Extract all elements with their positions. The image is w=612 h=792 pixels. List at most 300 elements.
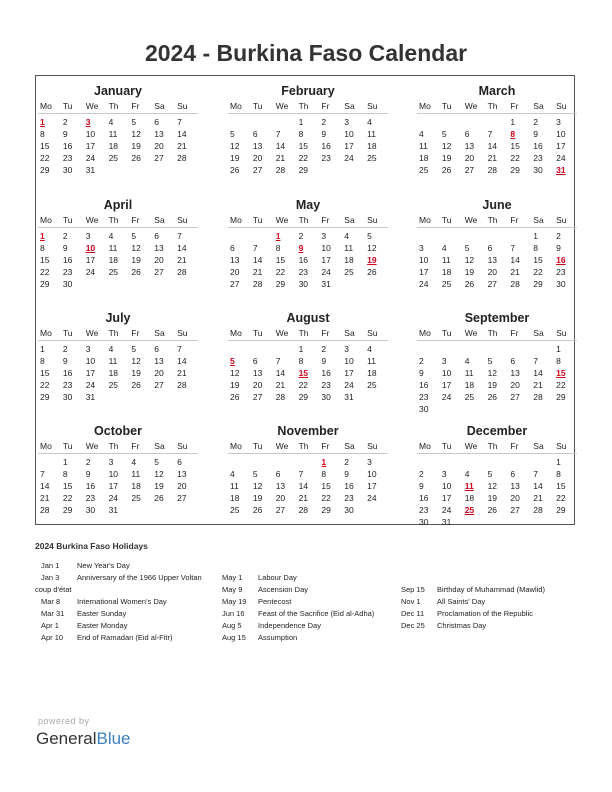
weekday-header — [228, 439, 388, 454]
holiday-row — [41, 560, 221, 572]
day-cell: 16 — [62, 255, 73, 265]
day-cell: 14 — [252, 255, 263, 265]
day-cell: 24 — [344, 380, 354, 390]
month-may — [228, 197, 388, 290]
day-cell: 7 — [510, 243, 516, 253]
holiday-day-cell: 9 — [298, 243, 304, 253]
weekday-label: Su — [556, 441, 567, 451]
holiday-day-cell: 1 — [275, 231, 281, 241]
day-cell: 19 — [230, 380, 240, 390]
day-cell: 8 — [298, 356, 304, 366]
day-cell: 6 — [510, 469, 516, 479]
day-cell: 14 — [40, 481, 50, 491]
weekday-label: Su — [367, 441, 378, 451]
day-cell: 5 — [441, 129, 447, 139]
day-cell: 12 — [131, 356, 141, 366]
empty-cell — [38, 456, 61, 468]
day-cell: 20 — [252, 153, 263, 163]
day-cell: 5 — [154, 457, 160, 467]
holiday-date: Jan 1 — [41, 561, 60, 570]
day-cell: 27 — [464, 165, 475, 175]
empty-cell — [228, 230, 251, 242]
day-cell: 30 — [62, 279, 73, 289]
weekday-label: Mo — [230, 441, 242, 451]
weekday-header — [417, 439, 577, 454]
weekday-label: Th — [108, 441, 119, 451]
day-cell: 28 — [533, 392, 543, 402]
empty-cell — [417, 230, 440, 242]
day-cell: 7 — [177, 117, 182, 127]
day-cell: 17 — [85, 141, 96, 151]
day-cell: 13 — [275, 481, 286, 491]
weekday-label: Mo — [230, 328, 242, 338]
month-december — [417, 423, 577, 528]
weekday-label: Mo — [230, 215, 242, 225]
empty-cell — [463, 116, 486, 128]
day-cell: 19 — [131, 368, 141, 378]
day-cell: 24 — [85, 380, 96, 390]
day-cell: 27 — [154, 380, 164, 390]
day-cell: 16 — [62, 368, 73, 378]
day-cell: 8 — [321, 469, 327, 479]
holiday-name: Independence Day — [258, 621, 321, 630]
day-cell: 24 — [441, 392, 452, 402]
day-cell: 11 — [131, 469, 141, 479]
day-cell: 2 — [344, 457, 350, 467]
day-cell: 17 — [441, 380, 452, 390]
day-cell: 28 — [177, 380, 187, 390]
day-cell: 26 — [131, 380, 141, 390]
empty-cell — [486, 116, 509, 128]
weekday-label: We — [275, 215, 289, 225]
holiday-day-cell: 16 — [556, 255, 566, 265]
day-cell: 2 — [419, 469, 424, 479]
weekday-label: Sa — [533, 441, 544, 451]
day-cell: 4 — [419, 129, 424, 139]
day-cell: 26 — [131, 267, 141, 277]
day-cell: 12 — [230, 141, 240, 151]
day-cell: 8 — [40, 356, 45, 366]
weekday-label: Mo — [230, 101, 242, 111]
day-cell: 4 — [464, 469, 470, 479]
day-cell: 25 — [367, 153, 377, 163]
day-cell: 11 — [344, 243, 354, 253]
weekday-label: Mo — [40, 215, 52, 225]
day-cell: 9 — [344, 469, 350, 479]
day-cell: 17 — [367, 481, 377, 491]
weekday-label: Th — [298, 328, 309, 338]
day-cell: 29 — [510, 165, 520, 175]
day-cell: 25 — [464, 392, 475, 402]
weekday-label: Su — [367, 328, 378, 338]
day-cell: 27 — [252, 165, 263, 175]
day-cell: 17 — [85, 368, 96, 378]
day-cell: 9 — [321, 129, 327, 139]
weekday-label: Su — [556, 101, 567, 111]
weekday-label: Tu — [252, 441, 263, 451]
weekday-label: We — [275, 328, 289, 338]
weekday-label: Fr — [510, 101, 519, 111]
day-cell: 26 — [154, 493, 164, 503]
weekday-header — [228, 213, 388, 228]
day-cell: 5 — [252, 469, 258, 479]
day-cell: 7 — [275, 129, 281, 139]
brand-part-2: Blue — [96, 729, 131, 748]
weekday-label: Mo — [419, 101, 431, 111]
empty-cell — [440, 456, 463, 468]
day-cell: 1 — [556, 344, 561, 354]
day-cell: 20 — [487, 267, 498, 277]
day-cell: 20 — [510, 493, 520, 503]
day-cell: 13 — [154, 129, 164, 139]
day-cell: 29 — [62, 505, 73, 515]
day-cell: 16 — [321, 141, 331, 151]
weekday-label: We — [464, 441, 478, 451]
month-name: March — [478, 84, 516, 98]
day-cell: 4 — [441, 243, 447, 253]
day-cell: 6 — [154, 231, 160, 241]
weekday-label: Tu — [62, 441, 73, 451]
day-cell: 19 — [154, 481, 164, 491]
day-cell: 23 — [419, 392, 429, 402]
day-cell: 18 — [230, 493, 240, 503]
day-cell: 25 — [108, 267, 119, 277]
holiday-row — [41, 572, 221, 584]
day-cell: 11 — [230, 481, 239, 491]
day-cell: 16 — [419, 380, 429, 390]
day-cell: 8 — [40, 243, 45, 253]
day-cell: 27 — [487, 279, 498, 289]
day-cell: 27 — [177, 493, 187, 503]
weekday-label: Fr — [510, 441, 519, 451]
day-cell: 15 — [40, 141, 50, 151]
holiday-date: May 19 — [222, 597, 247, 606]
holiday-row — [41, 620, 221, 632]
day-cell: 8 — [275, 243, 281, 253]
day-cell: 26 — [487, 505, 498, 515]
empty-cell — [251, 456, 274, 468]
holiday-day-cell: 1 — [40, 117, 45, 127]
empty-cell — [297, 456, 320, 468]
empty-cell — [440, 116, 463, 128]
day-cell: 14 — [177, 243, 187, 253]
day-cell: 17 — [85, 255, 96, 265]
holiday-row — [41, 632, 221, 644]
day-cell: 21 — [252, 267, 263, 277]
weekday-label: Su — [177, 328, 188, 338]
day-cell: 17 — [344, 368, 354, 378]
weekday-label: Tu — [252, 328, 263, 338]
month-november — [228, 423, 388, 516]
holiday-name: Feast of the Sacrifice (Eid al-Adha) — [258, 609, 375, 618]
day-cell: 6 — [275, 469, 281, 479]
holiday-row — [401, 596, 581, 608]
day-cell: 31 — [108, 505, 119, 515]
month-name: October — [94, 424, 142, 438]
day-cell: 3 — [441, 469, 447, 479]
holidays-column-1 — [35, 560, 221, 644]
weekday-label: We — [85, 215, 99, 225]
holiday-date: Sep 15 — [401, 585, 425, 594]
holiday-row — [222, 608, 402, 620]
day-cell: 7 — [533, 469, 539, 479]
weekday-label: Sa — [344, 328, 355, 338]
day-cell: 23 — [62, 380, 73, 390]
weekday-label: Fr — [131, 441, 140, 451]
day-cell: 15 — [321, 481, 331, 491]
day-cell: 1 — [510, 117, 516, 127]
day-cell: 1 — [298, 117, 304, 127]
day-cell: 25 — [108, 380, 119, 390]
weekday-label: Th — [108, 101, 119, 111]
day-cell: 19 — [131, 255, 141, 265]
weekday-label: We — [85, 101, 99, 111]
day-cell: 3 — [344, 117, 350, 127]
weekday-label: Su — [177, 441, 188, 451]
weekday-header — [417, 99, 577, 114]
weekday-label: Tu — [62, 328, 73, 338]
day-cell: 12 — [252, 481, 263, 491]
day-cell: 14 — [298, 481, 309, 491]
weekday-label: We — [275, 441, 289, 451]
holiday-name: Easter Sunday — [77, 609, 127, 618]
day-cell: 4 — [344, 231, 350, 241]
generalblue-logo[interactable] — [36, 729, 131, 749]
day-cell: 4 — [108, 231, 114, 241]
day-cell: 10 — [85, 129, 96, 139]
weekday-label: Sa — [344, 215, 355, 225]
day-cell: 19 — [487, 380, 498, 390]
holiday-day-cell: 8 — [510, 129, 516, 139]
day-cell: 18 — [419, 153, 429, 163]
weekday-label: Fr — [321, 101, 330, 111]
weekday-header — [417, 326, 577, 341]
day-cell: 1 — [533, 231, 539, 241]
weekday-label: We — [464, 215, 478, 225]
holiday-day-cell: 19 — [367, 255, 377, 265]
weekday-label: Mo — [419, 441, 431, 451]
day-cell: 28 — [487, 165, 498, 175]
month-july — [38, 310, 198, 403]
day-cell: 28 — [510, 279, 520, 289]
day-grid — [38, 343, 198, 403]
day-cell: 26 — [367, 267, 377, 277]
day-cell: 16 — [85, 481, 96, 491]
day-cell: 23 — [321, 153, 331, 163]
day-cell: 21 — [177, 255, 187, 265]
weekday-label: Fr — [510, 328, 519, 338]
day-cell: 20 — [464, 153, 475, 163]
holiday-day-cell: 11 — [464, 481, 474, 491]
weekday-label: Th — [487, 441, 498, 451]
day-cell: 9 — [533, 129, 539, 139]
day-cell: 17 — [419, 267, 429, 277]
day-cell: 2 — [533, 117, 539, 127]
day-cell: 22 — [510, 153, 520, 163]
day-cell: 18 — [108, 255, 119, 265]
day-cell: 26 — [230, 165, 240, 175]
day-cell: 26 — [230, 392, 240, 402]
day-cell: 4 — [367, 117, 372, 127]
day-cell: 27 — [510, 505, 520, 515]
holiday-row — [222, 632, 402, 644]
day-cell: 29 — [298, 392, 309, 402]
day-cell: 21 — [533, 380, 543, 390]
holiday-name: Assumption — [258, 633, 298, 642]
day-cell: 28 — [275, 392, 286, 402]
day-cell: 18 — [108, 368, 119, 378]
weekday-label: Mo — [40, 328, 52, 338]
day-cell: 24 — [419, 279, 429, 289]
weekday-label: Tu — [252, 215, 263, 225]
day-cell: 10 — [344, 129, 354, 139]
weekday-label: Sa — [154, 328, 165, 338]
day-cell: 21 — [275, 380, 286, 390]
powered-by-text: powered by — [38, 716, 90, 726]
day-cell: 31 — [321, 279, 331, 289]
day-cell: 16 — [419, 493, 429, 503]
day-cell: 26 — [131, 153, 141, 163]
day-cell: 29 — [40, 165, 50, 175]
holiday-day-cell: 31 — [556, 165, 566, 175]
weekday-label: Fr — [321, 215, 330, 225]
day-cell: 5 — [367, 231, 372, 241]
day-cell: 8 — [40, 129, 45, 139]
weekday-label: Mo — [419, 215, 431, 225]
day-cell: 14 — [510, 255, 520, 265]
empty-cell — [417, 456, 440, 468]
day-cell: 21 — [298, 493, 309, 503]
day-cell: 3 — [108, 457, 114, 467]
weekday-header — [38, 213, 198, 228]
day-cell: 26 — [441, 165, 452, 175]
day-cell: 11 — [367, 129, 376, 139]
day-cell: 2 — [62, 117, 68, 127]
holiday-name-continued: coup d'état — [35, 585, 72, 594]
day-cell: 15 — [40, 368, 50, 378]
day-cell: 15 — [510, 141, 520, 151]
day-cell: 12 — [230, 368, 240, 378]
day-cell: 18 — [344, 255, 354, 265]
day-cell: 6 — [154, 117, 160, 127]
day-cell: 10 — [367, 469, 377, 479]
empty-cell — [228, 116, 251, 128]
day-cell: 9 — [556, 243, 561, 253]
empty-cell — [228, 456, 251, 468]
day-cell: 18 — [441, 267, 452, 277]
empty-cell — [463, 230, 486, 242]
weekday-header — [38, 439, 198, 454]
day-cell: 15 — [533, 255, 543, 265]
holiday-name: All Saints' Day — [437, 597, 486, 606]
day-cell: 4 — [367, 344, 372, 354]
day-grid — [228, 230, 388, 290]
weekday-label: We — [275, 101, 289, 111]
day-cell: 24 — [367, 493, 377, 503]
month-name: May — [295, 198, 321, 212]
day-cell: 25 — [108, 153, 119, 163]
holiday-name: Easter Monday — [77, 621, 128, 630]
day-cell: 4 — [108, 344, 114, 354]
day-cell: 24 — [344, 153, 354, 163]
day-cell: 12 — [464, 255, 475, 265]
holiday-date: Aug 5 — [222, 621, 242, 630]
day-cell: 11 — [441, 255, 451, 265]
day-cell: 4 — [464, 356, 470, 366]
day-grid — [228, 343, 388, 403]
day-cell: 10 — [441, 481, 452, 491]
day-cell: 9 — [85, 469, 91, 479]
day-cell: 22 — [62, 493, 73, 503]
day-cell: 30 — [298, 279, 309, 289]
holiday-date: Aug 15 — [222, 633, 246, 642]
day-cell: 8 — [298, 129, 304, 139]
month-name: February — [281, 84, 335, 98]
day-cell: 9 — [321, 356, 327, 366]
month-june — [417, 197, 577, 290]
day-cell: 18 — [108, 141, 119, 151]
weekday-label: Sa — [533, 101, 544, 111]
day-cell: 20 — [154, 141, 164, 151]
holiday-row — [222, 620, 402, 632]
holiday-date: Mar 31 — [41, 609, 65, 618]
day-cell: 2 — [62, 344, 68, 354]
day-cell: 17 — [108, 481, 119, 491]
month-april — [38, 197, 198, 290]
holiday-row — [401, 584, 581, 596]
day-cell: 21 — [177, 141, 187, 151]
day-cell: 13 — [252, 141, 263, 151]
day-cell: 5 — [464, 243, 470, 253]
day-cell: 18 — [367, 141, 377, 151]
day-grid — [38, 116, 198, 176]
day-cell: 23 — [298, 267, 309, 277]
day-cell: 9 — [419, 368, 424, 378]
day-cell: 11 — [108, 356, 118, 366]
holiday-row — [222, 596, 402, 608]
empty-cell — [440, 343, 463, 355]
day-cell: 11 — [367, 356, 376, 366]
weekday-label: Sa — [154, 101, 165, 111]
day-cell: 15 — [298, 141, 309, 151]
holiday-date: Mar 8 — [41, 597, 61, 606]
weekday-label: Th — [298, 215, 309, 225]
day-cell: 30 — [62, 165, 73, 175]
day-cell: 19 — [464, 267, 475, 277]
holiday-date: May 9 — [222, 585, 243, 594]
day-cell: 20 — [177, 481, 187, 491]
day-cell: 30 — [533, 165, 543, 175]
day-cell: 9 — [62, 356, 68, 366]
day-cell: 23 — [321, 380, 331, 390]
day-cell: 22 — [40, 267, 50, 277]
holiday-name: Christmas Day — [437, 621, 487, 630]
weekday-label: Su — [367, 215, 378, 225]
day-cell: 31 — [85, 165, 96, 175]
weekday-label: Fr — [321, 441, 330, 451]
holiday-date: Jan 3 — [41, 573, 60, 582]
day-cell: 13 — [464, 141, 475, 151]
weekday-label: Su — [556, 328, 567, 338]
holiday-row — [401, 608, 581, 620]
weekday-header — [38, 99, 198, 114]
day-cell: 21 — [177, 368, 187, 378]
empty-cell — [508, 230, 531, 242]
empty-cell — [251, 116, 274, 128]
holiday-name: Proclamation of the Republic — [437, 609, 533, 618]
day-cell: 15 — [556, 481, 566, 491]
weekday-label: Tu — [62, 101, 73, 111]
